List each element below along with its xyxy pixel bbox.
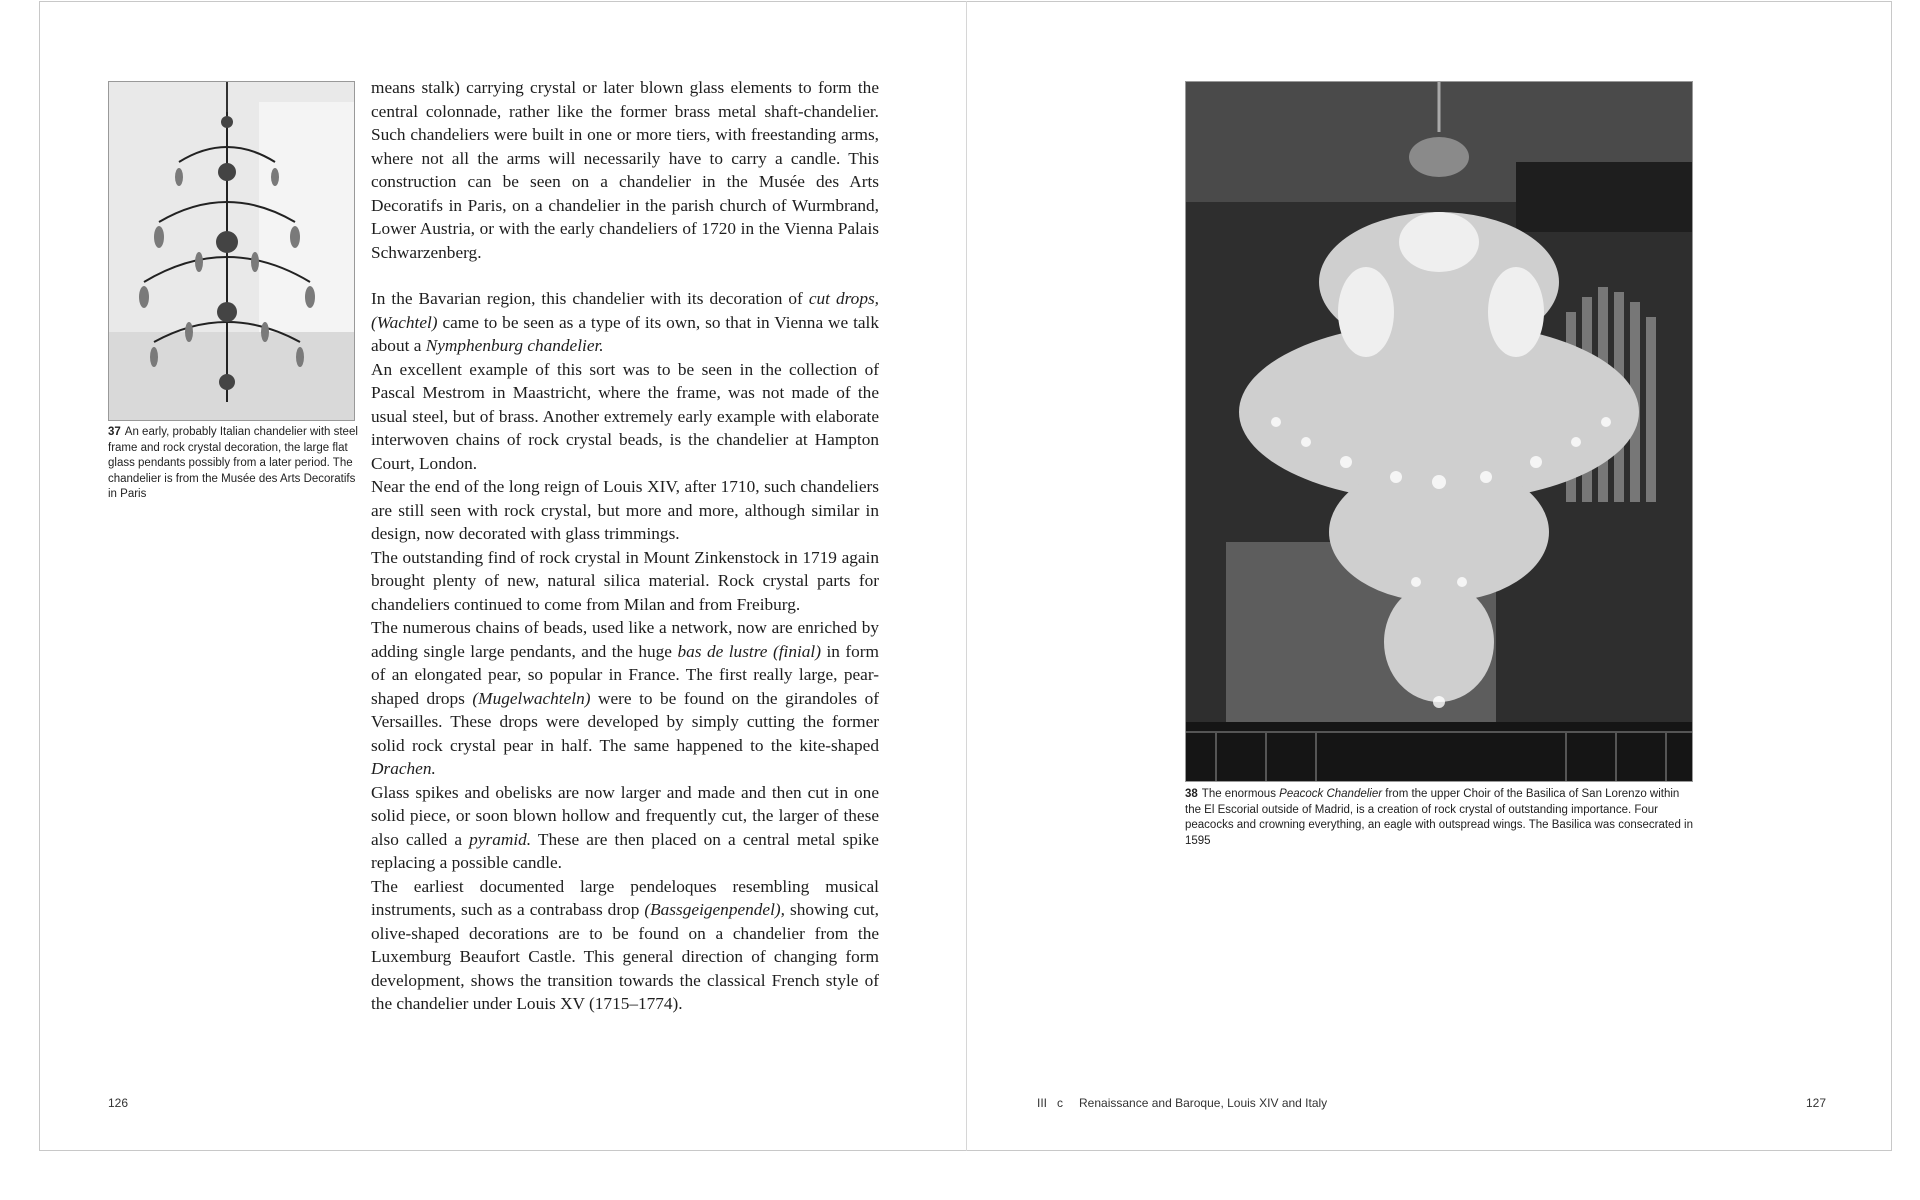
text-run: These are then placed on a central metal spike replacing a possible candle.	[371, 829, 879, 872]
text-run: The earliest documented large pendeloques resembling musical instruments, such as a contrabass drop	[371, 876, 879, 919]
italic-term: (Bassgeigenpendel),	[644, 900, 785, 919]
figure-37-number: 37	[108, 426, 121, 438]
italic-term: bas de lustre (finial)	[677, 641, 821, 661]
italic-term: pyramid.	[469, 829, 532, 849]
figure-37-caption	[108, 425, 358, 503]
figure-38-photo	[1185, 81, 1693, 782]
text-run: An excellent example of this sort was to be seen in the collection of Pascal Mestrom in Maastricht, where the frame, was not made of the usual steel, but of brass. Another extremely early example with elaborate interwoven chains of rock crystal beads, is the chandelier at Hampton Court, London.	[371, 359, 879, 473]
text-run: showing cut, olive-shaped decorations are to be found on a chandelier from the Luxemburg Beaufort Castle. This general direction of changing form development, shows the transition towards the classical French style of the chandelier under Louis XV (1715–1774).	[371, 900, 879, 1013]
text-run: Near the end of the long reign of Louis XIV, after 1710, such chandeliers are still seen with rock crystal, but more and more, although similar in design, now decorated with glass trimmings.	[371, 477, 879, 543]
text-run: The numerous chains of beads, used like a network, now are enriched by adding single large pendants, and the huge	[371, 618, 879, 661]
body-paragraph	[371, 546, 879, 617]
page-number-left: 126	[108, 1096, 129, 1110]
figure-38-caption-text	[1185, 788, 1693, 847]
italic-term: Drachen.	[371, 759, 436, 778]
body-paragraph	[371, 76, 879, 264]
running-head-subsection: c	[1057, 1096, 1064, 1110]
body-paragraph	[371, 358, 879, 476]
body-text-column	[371, 76, 879, 1016]
page-gutter	[966, 1, 967, 1151]
running-head-section: III	[1037, 1096, 1048, 1110]
italic-term: Nymphenburg chandelier.	[425, 336, 604, 355]
text-run: from the upper Choir of the Basilica of San Lorenzo within the El Escorial outside of Madrid, is a creation of rock crystal of outstanding importance. Four peacocks and crowning everything, an eagle with outspread wings. The Basilica was consecrated in 1595	[1185, 788, 1693, 847]
body-paragraph	[371, 287, 879, 358]
text-run: The enormous	[1201, 788, 1280, 800]
page-number-right: 127	[1806, 1096, 1827, 1110]
figure-38-caption	[1185, 787, 1697, 849]
text-run: The outstanding find of rock crystal in Mount Zinkenstock in 1719 again brought plenty of new, natural silica material. Rock crystal parts for chandeliers continued to come from Milan and from Freiburg.	[371, 547, 879, 614]
body-paragraph	[371, 781, 879, 875]
text-run: in form of an elongated pear, so popular in France. The first really large, pear-shaped drops	[371, 641, 879, 708]
italic-term: Peacock Chandelier	[1279, 788, 1383, 800]
italic-term: (Mugelwachteln)	[472, 688, 591, 708]
body-paragraph	[371, 875, 879, 1016]
figure-37-caption-text: An early, probably Italian chandelier with steel frame and rock crystal decoration, the large flat glass pendants possibly from a later period. The chandelier is from the Musée des Arts Decoratifs in Paris	[108, 426, 358, 500]
text-run: means stalk) carrying crystal or later blown glass elements to form the central colonnade, rather like the former brass metal shaft-chandelier. Such chandeliers were built in one or more tiers, with freestanding arms, where not all the arms will necessarily have to carry a candle. This construction can be seen on a chandelier in the Musée des Arts Decoratifs in Paris, on a chandelier in the parish church of Wurmbrand, Lower Austria, or with the early chandeliers of 1720 in the Vienna Palais Schwarzenberg.	[371, 78, 879, 262]
peacock-chandelier-illustration	[1186, 82, 1692, 781]
text-run: Glass spikes and obelisks are now larger and made and then cut in one solid piece, or soon blown hollow and frequently cut, the larger of these also called a	[371, 782, 879, 849]
text-run: In the Bavarian region, this chandelier with its decoration of	[371, 289, 809, 308]
body-paragraph	[371, 616, 879, 781]
text-run: came to be seen as a type of its own, so that in Vienna we talk about a	[371, 312, 879, 355]
running-head-title: Renaissance and Baroque, Louis XIV and Italy	[1079, 1096, 1328, 1110]
running-head	[1037, 1096, 1327, 1110]
italic-term: cut drops, (Wachtel)	[371, 289, 880, 332]
text-run: were to be found on the girandoles of Versailles. These drops were developed by simply cutting the former solid rock crystal pear in half. The same happened to the kite-shaped	[371, 688, 880, 755]
figure-38-number: 38	[1185, 788, 1198, 800]
figure-37-photo	[108, 81, 355, 421]
body-paragraph	[371, 475, 879, 546]
chandelier-illustration	[109, 82, 354, 420]
